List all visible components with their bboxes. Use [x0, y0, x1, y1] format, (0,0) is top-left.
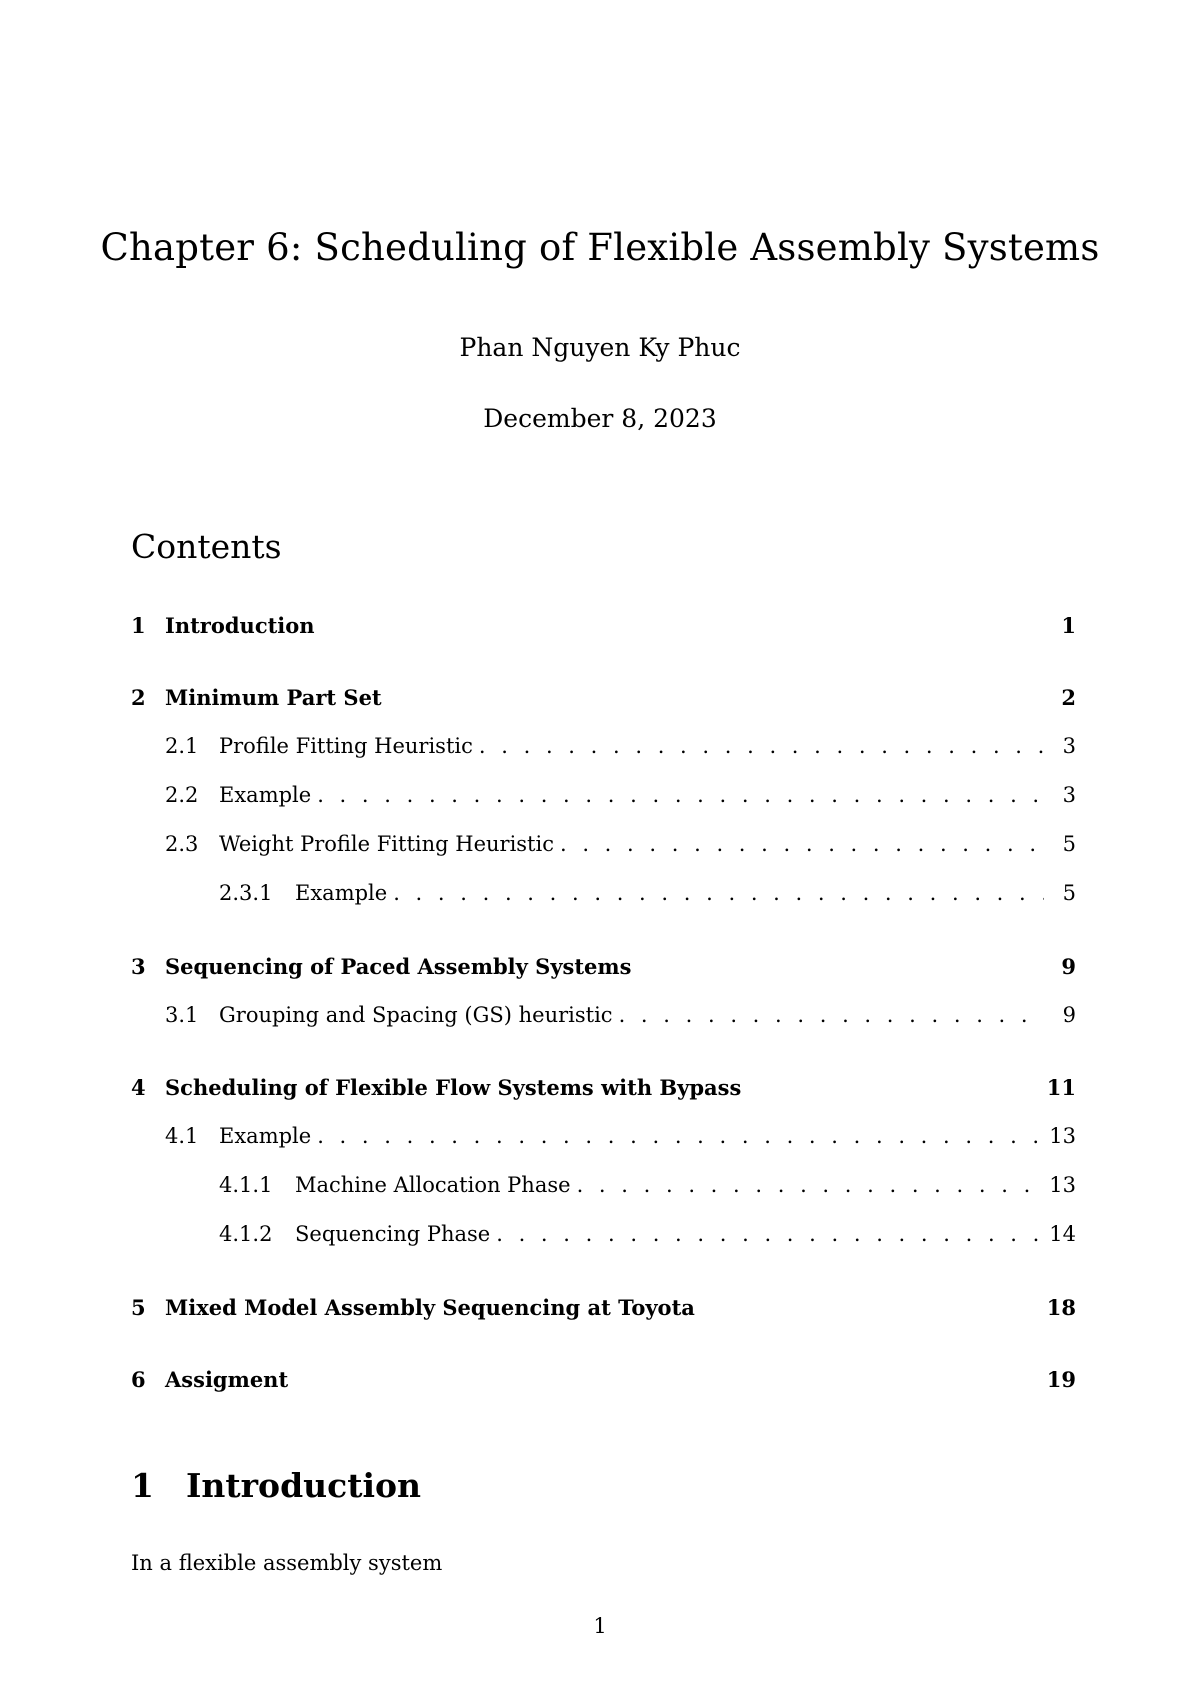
document-title: Chapter 6: Scheduling of Flexible Assembly Systems: [100, 226, 1100, 269]
toc-entry-number: 2.2: [165, 783, 199, 807]
toc-entry[interactable]: [131, 1367, 1076, 1397]
toc-entry-number: 4.1: [165, 1124, 199, 1148]
toc-entry-title: Assigment: [165, 1367, 289, 1392]
toc-leader-dots: [317, 783, 1044, 807]
document-date: December 8, 2023: [483, 404, 717, 433]
toc-entry-title: Sequencing Phase: [295, 1222, 491, 1246]
toc-entry[interactable]: [131, 613, 1076, 643]
toc-entry-page: 19: [1046, 1367, 1076, 1392]
toc-entry-title: Example: [219, 1124, 312, 1148]
toc-entry-page: 14: [1049, 1222, 1076, 1246]
toc-entry-number: 4: [131, 1075, 146, 1100]
toc-entry[interactable]: [131, 783, 1076, 813]
toc-entry[interactable]: [131, 1295, 1076, 1325]
toc-entry-page: 3: [1062, 783, 1076, 807]
document-author: Phan Nguyen Ky Phuc: [459, 333, 741, 362]
toc-entry[interactable]: [131, 1124, 1076, 1154]
toc-entry-title: Profile Fitting Heuristic: [219, 734, 473, 758]
toc-entry-number: 4.1.1: [219, 1173, 273, 1197]
toc-entry-page: 1: [1061, 613, 1076, 638]
toc-entry[interactable]: [131, 1222, 1076, 1252]
toc-entry-number: 3.1: [165, 1003, 199, 1027]
toc-entry-title: Example: [219, 783, 312, 807]
toc-entry-number: 1: [131, 613, 146, 638]
toc-entry-page: 5: [1062, 832, 1076, 856]
toc-entry-title: Minimum Part Set: [165, 685, 382, 710]
toc-leader-dots: [393, 881, 1044, 905]
contents-heading: Contents: [131, 527, 282, 566]
toc-entry-number: 2.1: [165, 734, 199, 758]
toc-leader-dots: [317, 1124, 1041, 1148]
toc-entry-number: 2: [131, 685, 146, 710]
toc-entry-page: 2: [1061, 685, 1076, 710]
section-number: 1: [131, 1466, 154, 1505]
toc-entry-page: 5: [1062, 881, 1076, 905]
page-number: 1: [593, 1614, 607, 1638]
toc-leader-dots: [577, 1173, 1042, 1197]
toc-entry-title: Machine Allocation Phase: [295, 1173, 571, 1197]
toc-entry-title: Example: [295, 881, 388, 905]
toc-entry-title: Grouping and Spacing (GS) heuristic: [219, 1003, 613, 1027]
toc-entry-number: 3: [131, 954, 146, 979]
section-body-text: In a flexible assembly system: [131, 1551, 443, 1575]
toc-entry-number: 5: [131, 1295, 146, 1320]
toc-entry[interactable]: [131, 881, 1076, 911]
toc-entry-number: 2.3.1: [219, 881, 273, 905]
toc-entry-page: 9: [1061, 954, 1076, 979]
toc-entry-title: Sequencing of Paced Assembly Systems: [165, 954, 632, 979]
toc-entry-number: 4.1.2: [219, 1222, 273, 1246]
toc-leader-dots: [479, 734, 1044, 758]
toc-leader-dots: [560, 832, 1044, 856]
toc-entry[interactable]: [131, 1003, 1076, 1033]
toc-entry[interactable]: [131, 734, 1076, 764]
toc-entry-page: 13: [1049, 1124, 1076, 1148]
toc-entry[interactable]: [131, 1075, 1076, 1105]
toc-entry-number: 2.3: [165, 832, 199, 856]
toc-entry[interactable]: [131, 685, 1076, 715]
toc-entry-page: 18: [1046, 1295, 1076, 1320]
toc-leader-dots: [496, 1222, 1041, 1246]
toc-entry-page: 13: [1049, 1173, 1076, 1197]
toc-entry-page: 9: [1062, 1003, 1076, 1027]
toc-entry-title: Introduction: [165, 613, 315, 638]
toc-entry-title: Weight Profile Fitting Heuristic: [219, 832, 554, 856]
toc-entry-title: Scheduling of Flexible Flow Systems with Bypass: [165, 1075, 742, 1100]
toc-entry-title: Mixed Model Assembly Sequencing at Toyota: [165, 1295, 695, 1320]
toc-entry[interactable]: [131, 1173, 1076, 1203]
toc-entry[interactable]: [131, 954, 1076, 984]
toc-entry-page: 3: [1062, 734, 1076, 758]
section-heading: [131, 1466, 421, 1505]
section-title: Introduction: [186, 1466, 422, 1505]
toc-entry-number: 6: [131, 1367, 146, 1392]
toc-leader-dots: [619, 1003, 1044, 1027]
toc-entry-page: 11: [1046, 1075, 1076, 1100]
toc-entry[interactable]: [131, 832, 1076, 862]
